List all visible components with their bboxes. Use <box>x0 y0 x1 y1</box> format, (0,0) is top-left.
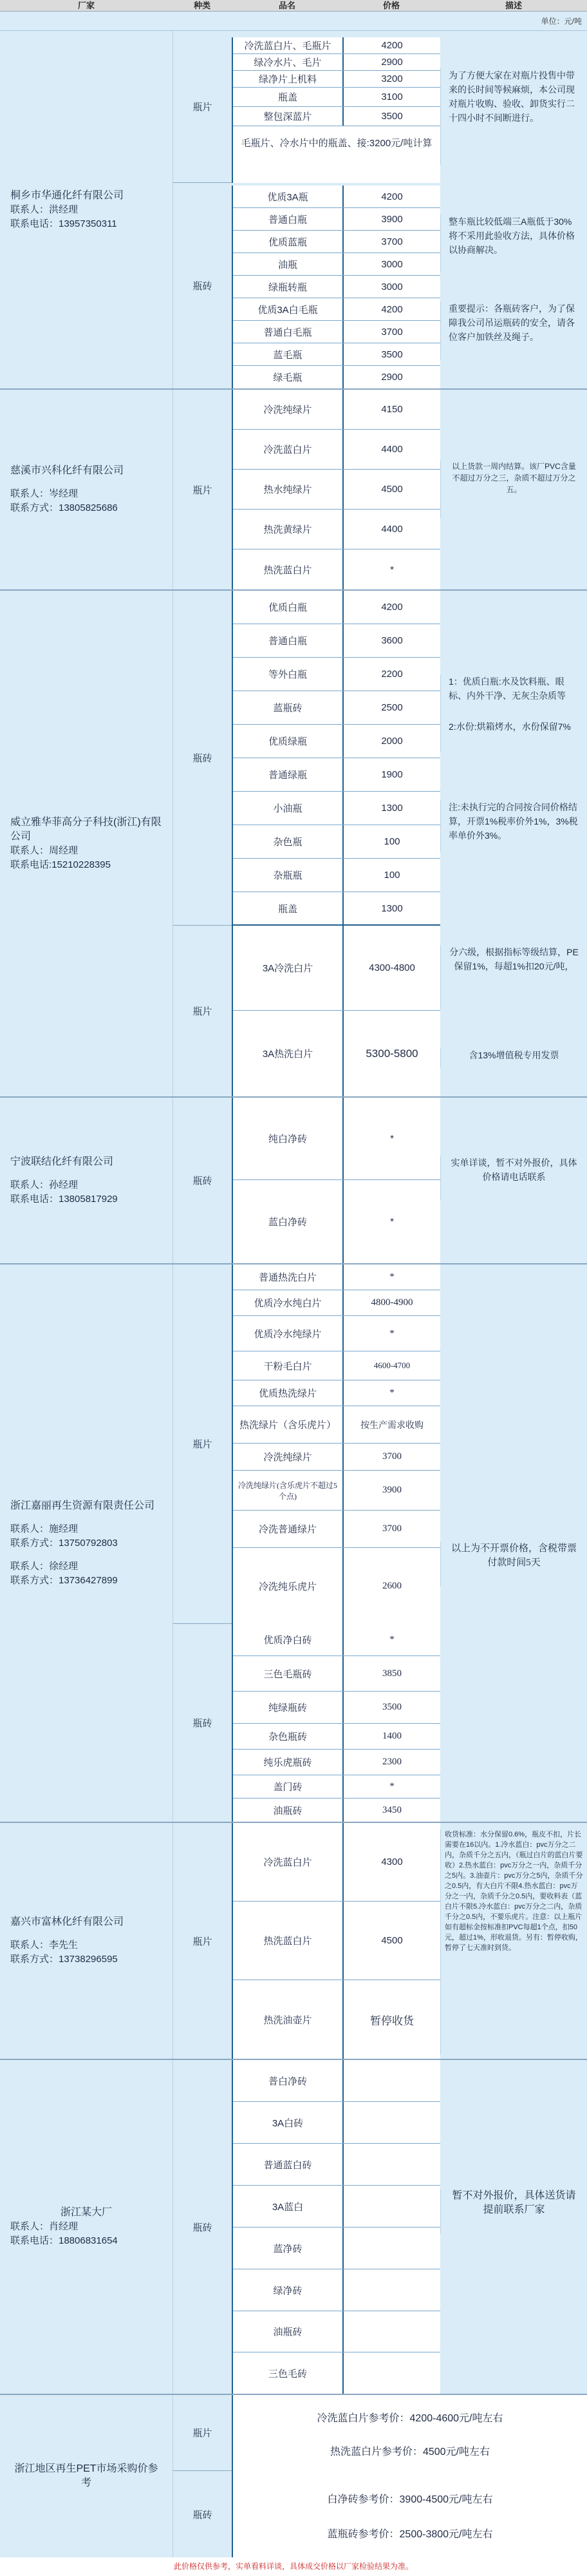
table-row <box>233 276 440 298</box>
table-row <box>233 470 440 510</box>
price-grid <box>232 2060 440 2394</box>
category-label: 瓶片 <box>172 390 232 589</box>
section-jiali <box>0 1264 587 1823</box>
description: 2:水份:烘箱烤水，水份保留7% <box>440 720 587 752</box>
product-price: * <box>389 1272 395 1282</box>
table-row <box>233 926 440 1011</box>
product-name: 瓶盖 <box>233 892 344 924</box>
table-row <box>233 253 440 276</box>
product-name: 三色毛砖 <box>233 2352 344 2394</box>
product-name: 普通白毛瓶 <box>233 321 344 343</box>
product-price: 4200 <box>381 303 403 315</box>
reference-price-line: 热洗蓝白片参考价：4500元/吨左右 <box>330 2446 490 2457</box>
table-row <box>233 1444 440 1471</box>
table-row <box>233 591 440 624</box>
header-product: 品名 <box>278 1 295 10</box>
reference-price-line: 白净砖参考价：3900-4500元/吨左右 <box>327 2494 493 2505</box>
product-price: 3100 <box>381 91 403 102</box>
table-row <box>233 691 440 725</box>
price-grid <box>232 186 440 388</box>
price-grid <box>232 1823 440 2059</box>
table-row <box>233 1098 440 1180</box>
description: 分六级，根据指标等级结算，PE保留1%，每超1%扣20元/吨， <box>440 945 587 1009</box>
table-row <box>233 390 440 430</box>
section-lianjie <box>0 1098 587 1264</box>
table-row <box>233 2352 440 2394</box>
product-price: 2000 <box>381 736 403 747</box>
factory-name: 浙江某大厂 <box>60 2207 112 2218</box>
product-price: 4500 <box>381 1935 403 1946</box>
table-row <box>233 624 440 658</box>
product-price: 3500 <box>382 1702 402 1712</box>
product-price: 3850 <box>382 1668 402 1679</box>
category-label: 瓶片 <box>172 1264 232 1624</box>
factory-contact: 联系人：施经理 <box>10 1523 79 1534</box>
product-name: 普通绿瓶 <box>233 758 344 791</box>
product-price: 1400 <box>382 1731 402 1741</box>
factory-info <box>0 1264 172 1822</box>
factory-contact: 联系人：岑经理 <box>10 488 79 499</box>
product-name: 热水纯绿片 <box>233 470 344 509</box>
product-price: 3450 <box>382 1804 402 1815</box>
product-name: 热洗绿片（含乐虎片） <box>233 1406 344 1443</box>
header-factory: 厂家 <box>77 1 95 10</box>
section-market-reference <box>0 2395 587 2557</box>
product-price: 1300 <box>381 803 403 814</box>
product-name: 杂色瓶砖 <box>233 1724 344 1749</box>
product-name: 绿瓶转瓶 <box>233 276 344 298</box>
product-price: 按生产需求收购 <box>360 1420 424 1431</box>
category-label: 瓶片 <box>172 1823 232 2059</box>
table-row <box>233 725 440 758</box>
product-price: 4150 <box>381 404 403 415</box>
price-grid <box>232 1098 440 1263</box>
product-name: 盖门砖 <box>233 1775 344 1798</box>
product-price: 4200 <box>381 40 403 51</box>
product-price: * <box>389 1328 395 1339</box>
product-price: * <box>390 1133 394 1144</box>
description: 暂不对外报价，具体送货请提前联系厂家 <box>440 2189 587 2234</box>
table-row <box>233 1180 440 1263</box>
product-price: 3500 <box>381 348 403 360</box>
product-price <box>344 2352 440 2394</box>
factory-info <box>0 2060 172 2394</box>
factory-contact: 联系人：肖经理 <box>10 2221 79 2232</box>
table-row <box>233 107 440 126</box>
category-label: 瓶砖 <box>172 2060 232 2394</box>
price-grid <box>232 37 440 183</box>
product-name: 冷洗纯乐虎片 <box>233 1548 344 1624</box>
factory-name: 威立雅华菲高分子科技(浙江)有限公司 <box>10 816 162 842</box>
section-veolia <box>0 591 587 1098</box>
product-price <box>344 2144 440 2185</box>
product-name: 绿毛瓶 <box>233 366 344 388</box>
product-price: 4400 <box>381 444 403 455</box>
table-row <box>233 758 440 792</box>
table-row <box>233 1798 440 1822</box>
product-price: 3200 <box>381 73 403 84</box>
product-name: 绿冷水片、毛片 <box>233 54 344 70</box>
product-name: 冷洗普通绿片 <box>233 1511 344 1547</box>
product-name: 普通白瓶 <box>233 208 344 230</box>
product-name: 优质蓝瓶 <box>233 231 344 253</box>
product-price: 100 <box>384 836 400 847</box>
factory-contact: 联系人：周经理 <box>10 844 79 856</box>
table-row <box>233 37 440 54</box>
product-price <box>344 2311 440 2352</box>
product-name: 小油瓶 <box>233 792 344 825</box>
product-price: 4500 <box>381 484 403 495</box>
category-label: 瓶片 <box>172 31 232 183</box>
factory-info <box>0 591 172 1096</box>
factory-contact: 联系人：徐经理 <box>10 1560 79 1572</box>
table-row <box>233 126 440 158</box>
factory-phone: 联系方式：13805825686 <box>10 502 118 513</box>
table-row <box>233 1290 440 1316</box>
product-price: 3000 <box>381 258 403 270</box>
product-price: 3700 <box>381 326 403 338</box>
product-name: 干粉毛白片 <box>233 1351 344 1380</box>
description: 含13%增值税专用发票 <box>440 1048 587 1067</box>
table-row <box>233 1724 440 1750</box>
disclaimer-footer: 此价格仅供参考，实单看料详谈，具体成交价格以厂家检验结果为准。 <box>0 2557 587 2576</box>
reference-prices <box>232 2395 587 2471</box>
table-row <box>233 2311 440 2352</box>
product-price <box>344 2186 440 2227</box>
table-row <box>233 549 440 589</box>
product-name: 优质白瓶 <box>233 591 344 624</box>
description: 以上为不开票价格，含税带票付款时间5天 <box>440 1541 587 1587</box>
description: 收货标准：水分保留0.6%，瓶皮不扣，片长需要在16以内。1.冷水蓝白：pvc万分之二内，杂质千分之五内，（瓶过白片的蓝白片要收）2.热水蓝白：pvc万分之一内，杂质千分之5内。3.油壶片：pvc万分之5内，杂质千分之0.5内，有大白片不限4.热水蓝白：pvc万分之一内，杂质千分之0.5内，要收料表（蓝白片不限5.冷水蓝白：pvc万分之二内，杂质千分之0.5内，不要乐虎片。注意：以上瓶片如有超标金按标准扣PVC每超1个点，扣50元，超过1%，形收退货。另有：暂停收购，暂停了七天准时到货。 <box>440 1829 587 2055</box>
description: 重要提示：各瓶砖客户，为了保障我公司吊运瓶砖的安全，请各位客户加铁丝及绳子。 <box>440 301 587 359</box>
category-label: 瓶砖 <box>172 591 232 926</box>
product-price: 100 <box>384 870 400 881</box>
product-name: 3A热洗白片 <box>233 1011 344 1096</box>
product-name: 3A白砖 <box>233 2102 344 2143</box>
table-row <box>233 1351 440 1380</box>
product-name: 蓝白净砖 <box>233 1180 344 1263</box>
product-name: 油瓶砖 <box>233 2311 344 2352</box>
factory-name: 嘉兴市富林化纤有限公司 <box>10 1916 124 1927</box>
product-name: 热洗黄绿片 <box>233 510 344 549</box>
product-price: 1900 <box>381 769 403 780</box>
table-row <box>233 2144 440 2186</box>
product-price: 3700 <box>382 1523 402 1534</box>
product-price: 2500 <box>381 702 403 713</box>
product-name: 三色毛瓶砖 <box>233 1656 344 1691</box>
factory-name: 浙江地区再生PET市场采购价参考 <box>14 2463 158 2488</box>
table-row <box>233 892 440 926</box>
product-name: 冷洗纯绿片(含乐虎片不超过5个点) <box>233 1471 344 1510</box>
table-row <box>233 88 440 107</box>
product-name: 油瓶 <box>233 253 344 275</box>
table-row <box>233 1775 440 1798</box>
factory-phone: 联系电话:15210228395 <box>10 859 111 870</box>
product-price: * <box>389 1388 395 1398</box>
table-row <box>233 510 440 549</box>
table-row <box>233 859 440 892</box>
product-price: 3700 <box>382 1451 402 1462</box>
product-name: 优质3A瓶 <box>233 186 344 207</box>
description: 注:未执行完的合同按合同价格结算，开票1%税率价外1%，3%税率单价外3%。 <box>440 800 587 852</box>
product-price: 3700 <box>381 236 403 247</box>
table-row <box>233 1750 440 1775</box>
table-row <box>233 1656 440 1692</box>
table-row <box>233 186 440 208</box>
factory-info <box>0 390 172 589</box>
factory-info <box>0 1823 172 2059</box>
product-name: 热洗蓝白片 <box>233 1902 344 1980</box>
section-zhejiang-factory <box>0 2060 587 2395</box>
product-name: 冷洗蓝白片、毛瓶片 <box>233 37 344 53</box>
factory-phone: 联系电话：18806831654 <box>10 2235 118 2246</box>
product-name: 普白净砖 <box>233 2060 344 2101</box>
product-name: 普通白瓶 <box>233 624 344 657</box>
table-row <box>233 1471 440 1511</box>
product-name: 纯乐虎瓶砖 <box>233 1750 344 1775</box>
category-label: 瓶片 <box>172 2395 232 2471</box>
table-row <box>233 321 440 343</box>
price-grid <box>232 1624 440 1822</box>
product-name: 优质净白砖 <box>233 1624 344 1655</box>
price-grid <box>232 591 440 926</box>
table-row <box>233 1548 440 1624</box>
header-desc: 描述 <box>505 1 522 10</box>
table-row <box>233 343 440 366</box>
table-row <box>233 2228 440 2269</box>
unit-label: 单位：元/吨 <box>0 12 587 31</box>
table-row <box>233 430 440 470</box>
table-header <box>0 0 587 12</box>
product-price: * <box>390 564 394 575</box>
product-price: 4200 <box>381 602 403 613</box>
factory-name: 宁波联结化纤有限公司 <box>10 1156 114 1167</box>
factory-phone: 联系电话：13805817929 <box>10 1193 118 1205</box>
description: 1：优质白瓶:水及饮料瓶、眼标、内外干净、无灰尘杂质等 <box>440 674 587 720</box>
product-price: 1300 <box>381 902 403 914</box>
product-name: 瓶盖 <box>233 88 344 106</box>
product-price: 2200 <box>381 669 403 680</box>
product-name: 优质冷水纯白片 <box>233 1290 344 1315</box>
table-row <box>233 1980 440 2059</box>
section-huatong <box>0 31 587 390</box>
factory-info <box>0 31 172 388</box>
table-row <box>233 2186 440 2228</box>
product-price: 4600-4700 <box>373 1360 411 1370</box>
table-row <box>233 2060 440 2102</box>
factory-name: 浙江嘉丽再生资源有限责任公司 <box>10 1500 155 1511</box>
product-price: 2900 <box>381 372 403 383</box>
section-fulin <box>0 1823 587 2060</box>
product-name: 蓝瓶砖 <box>233 691 344 724</box>
product-price: 3000 <box>381 281 403 292</box>
category-label: 瓶片 <box>172 926 232 1096</box>
table-row <box>233 366 440 388</box>
header-price: 价格 <box>382 1 400 10</box>
reference-price-line: 蓝瓶砖参考价：2500-3800元/吨左右 <box>327 2528 493 2540</box>
product-name: 等外白瓶 <box>233 658 344 691</box>
product-name: 绿净砖 <box>233 2269 344 2311</box>
product-name: 热洗油壶片 <box>233 1980 344 2059</box>
category-label: 瓶砖 <box>172 1624 232 1822</box>
product-price <box>344 2228 440 2269</box>
product-price: 3600 <box>381 635 403 646</box>
factory-contact: 联系人：李先生 <box>10 1940 79 1951</box>
product-name: 冷洗纯绿片 <box>233 1444 344 1470</box>
product-name: 油瓶砖 <box>233 1798 344 1822</box>
table-row <box>233 1902 440 1980</box>
table-row <box>233 71 440 88</box>
table-row <box>233 2102 440 2144</box>
product-price <box>344 2269 440 2311</box>
product-name: 普通蓝白砖 <box>233 2144 344 2185</box>
product-price: 2900 <box>381 57 403 68</box>
table-row <box>233 208 440 231</box>
table-row <box>233 54 440 71</box>
product-name: 杂瓶瓶 <box>233 859 344 892</box>
factory-phone: 联系电话：13957350311 <box>10 218 117 229</box>
table-row <box>233 658 440 691</box>
product-price: 4800-4900 <box>371 1297 413 1308</box>
factory-info <box>0 1098 172 1263</box>
product-name: 3A冷洗白片 <box>233 926 344 1010</box>
product-name: 优质绿瓶 <box>233 725 344 758</box>
table-row <box>233 1692 440 1724</box>
factory-phone: 联系方式：13750792803 <box>10 1537 118 1549</box>
price-grid <box>232 390 440 589</box>
product-price: 4400 <box>381 524 403 535</box>
table-row <box>233 1406 440 1444</box>
product-price: 3500 <box>381 111 403 122</box>
product-name: 3A蓝白 <box>233 2186 344 2227</box>
product-name: 杂色瓶 <box>233 825 344 858</box>
table-row <box>233 1511 440 1548</box>
factory-contact: 联系人：孙经理 <box>10 1179 79 1190</box>
table-row <box>233 1380 440 1406</box>
product-name: 纯绿瓶砖 <box>233 1692 344 1723</box>
table-row <box>233 825 440 859</box>
product-name: 优质热洗绿片 <box>233 1380 344 1406</box>
product-price: 2600 <box>382 1580 402 1591</box>
category-label: 瓶砖 <box>172 1098 232 1263</box>
factory-info <box>0 2395 172 2557</box>
price-grid <box>232 926 440 1096</box>
factory-phone: 联系方式：13738296595 <box>10 1954 118 1965</box>
table-row <box>233 2269 440 2311</box>
product-name: 蓝毛瓶 <box>233 343 344 365</box>
product-price: * <box>390 1216 394 1227</box>
factory-phone: 联系方式：13736427899 <box>10 1574 118 1586</box>
factory-contact: 联系人：洪经理 <box>10 204 79 215</box>
product-name: 冷洗纯绿片 <box>233 390 344 429</box>
product-name: 毛瓶片、冷水片中的瓶盖、接:3200元/吨计算 <box>241 137 433 149</box>
table-row <box>233 1011 440 1096</box>
description: 实单详谈，暂不对外报价，具体价格请电话联系 <box>440 1156 587 1201</box>
table-row <box>233 298 440 321</box>
table-row <box>233 1316 440 1351</box>
factory-name: 桐乡市华通化纤有限公司 <box>10 189 124 201</box>
product-name: 蓝净砖 <box>233 2228 344 2269</box>
product-price: 3900 <box>382 1485 402 1495</box>
product-price: 2300 <box>382 1757 402 1767</box>
product-price <box>344 2102 440 2143</box>
product-price: 4300 <box>381 1856 403 1867</box>
product-name: 优质冷水纯绿片 <box>233 1316 344 1351</box>
product-name: 纯白净砖 <box>233 1098 344 1179</box>
product-price <box>344 2060 440 2101</box>
header-kind: 种类 <box>193 1 210 10</box>
price-grid <box>232 1264 440 1624</box>
product-name: 冷洗蓝白片 <box>233 430 344 469</box>
table-row <box>233 792 440 825</box>
product-name: 普通热洗白片 <box>233 1264 344 1290</box>
product-price: 5300-5800 <box>366 1047 418 1060</box>
product-price: * <box>389 1634 395 1645</box>
description: 整车瓶比较低端三A瓶低于30%将不采用此验收方法，具体价格以协商解决。 <box>440 215 587 272</box>
description: 以上货款一周内结算。该厂PVC含量不超过万分之三，杂质不超过万分之五。 <box>440 461 587 519</box>
table-row <box>233 1264 440 1290</box>
section-xingke <box>0 390 587 591</box>
product-name: 优质3A白毛瓶 <box>233 298 344 320</box>
table-row <box>233 1624 440 1656</box>
reference-price-line: 冷洗蓝白片参考价：4200-4600元/吨左右 <box>317 2412 503 2424</box>
table-row <box>233 1823 440 1902</box>
factory-name: 慈溪市兴科化纤有限公司 <box>10 465 124 476</box>
product-price: 3900 <box>381 213 403 225</box>
product-price: 暂停收货 <box>370 2014 414 2027</box>
description: 为了方便大家在对瓶片投售中带来的长时间等候麻烦，本公司现对瓶片收购、验收、卸货实行二十四小时不间断进行。 <box>440 68 587 165</box>
product-price: 4300-4800 <box>369 962 415 973</box>
reference-prices <box>232 2471 587 2557</box>
category-label: 瓶砖 <box>172 183 232 388</box>
product-name: 整包深蓝片 <box>233 107 344 126</box>
product-price: 4200 <box>381 191 403 202</box>
product-price: * <box>389 1781 395 1791</box>
product-name: 绿净片上机料 <box>233 71 344 87</box>
product-name: 热洗蓝白片 <box>233 549 344 589</box>
table-row <box>233 231 440 253</box>
product-name: 冷洗蓝白片 <box>233 1823 344 1901</box>
category-label: 瓶砖 <box>172 2471 232 2557</box>
